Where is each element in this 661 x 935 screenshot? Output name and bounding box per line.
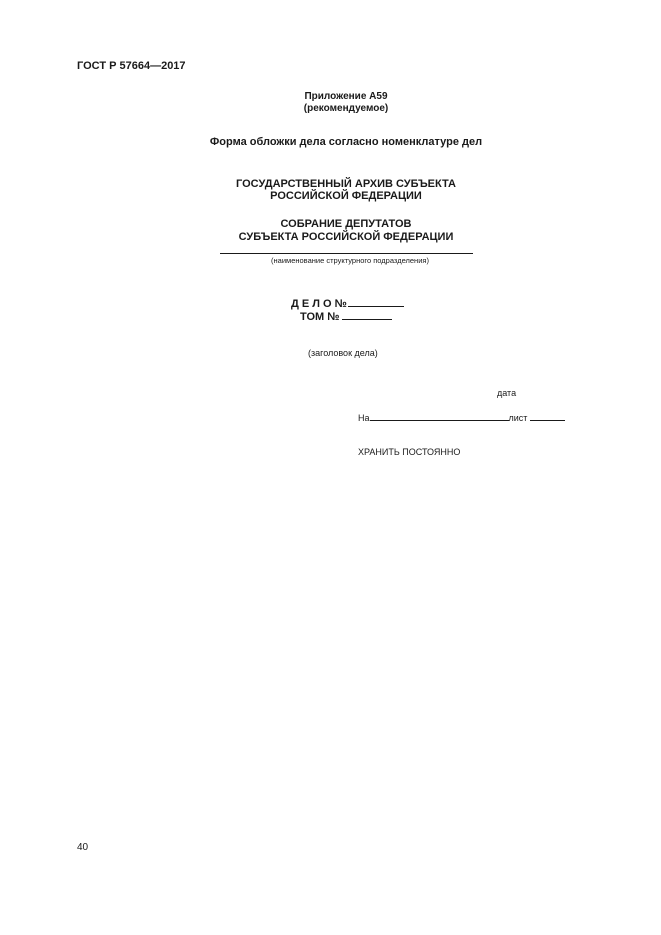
organization-name-line-2: СУБЪЕКТА РОССИЙСКОЙ ФЕДЕРАЦИИ: [238, 231, 454, 243]
structural-unit-blank-line: [220, 253, 473, 254]
retention-label: ХРАНИТЬ ПОСТОЯННО: [358, 447, 461, 457]
volume-number-blank: [342, 309, 392, 320]
form-title: Форма обложки дела согласно номенклатуре дел: [209, 136, 483, 148]
standard-code: ГОСТ Р 57664—2017: [77, 60, 186, 72]
on-label: На: [358, 413, 370, 423]
archive-name-line-2: РОССИЙСКОЙ ФЕДЕРАЦИИ: [270, 190, 422, 202]
page-number: 40: [77, 842, 89, 853]
case-number-row: [291, 296, 404, 310]
organization-name-line-1: СОБРАНИЕ ДЕПУТАТОВ: [280, 218, 412, 230]
date-label: дата: [497, 388, 517, 398]
sheets-unit-blank: [530, 411, 565, 421]
volume-number-label: ТОМ №: [300, 311, 340, 323]
volume-number-row: [300, 309, 392, 323]
case-number-blank: [348, 296, 404, 307]
sheets-count-row: [358, 411, 565, 423]
case-heading-caption: (заголовок дела): [308, 348, 378, 358]
sheets-label: лист: [508, 413, 528, 423]
appendix-status: (рекомендуемое): [303, 103, 389, 114]
case-number-label: Д Е Л О №: [291, 298, 347, 310]
sheets-count-blank: [370, 411, 509, 421]
structural-unit-caption: (наименование структурного подразделения): [271, 256, 429, 265]
appendix-title: Приложение А59: [304, 91, 388, 102]
archive-name-line-1: ГОСУДАРСТВЕННЫЙ АРХИВ СУБЪЕКТА: [236, 178, 456, 190]
